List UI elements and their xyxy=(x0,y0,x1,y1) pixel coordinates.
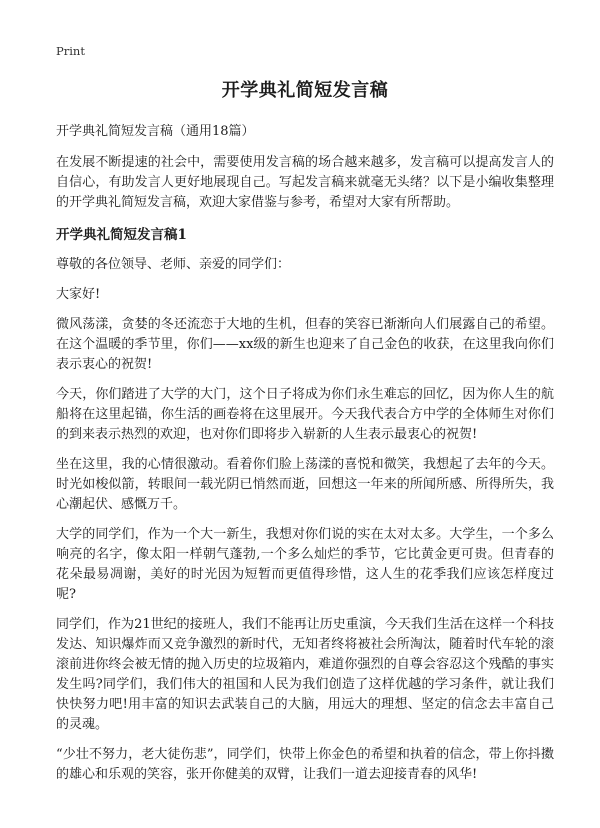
intro-paragraph: 在发展不断提速的社会中，需要使用发言稿的场合越来越多，发言稿可以提高发言人的自信心，有助发言人更好地展现自己。写起发言稿来就毫无头绪？以下是小编收集整理的开学典礼简短发言稿，欢迎大家借鉴与参考，希望对大家有所帮助。 xyxy=(56,155,554,210)
body-paragraph: “少壮不努力，老大徒伤悲”，同学们，快带上你金色的希望和执着的信念，带上你抖擞的雄心和乐观的笑容，张开你健美的双臂，让我们一道去迎接青春的风华! xyxy=(56,747,554,782)
body-paragraph: 今天，你们踏进了大学的大门，这个日子将成为你们永生难忘的回忆，因为你人生的航船将在这里起锚，你生活的画卷将在这里展开。今天我代表合方中学的全体师生对你们的到来表示热烈的欢迎，也对你们即将步入崭新的人生表示最衷心的祝贺! xyxy=(56,387,554,442)
salutation-paragraph: 尊敬的各位领导、老师、亲爱的同学们： xyxy=(56,257,291,272)
body-paragraph: 微风荡漾，贪婪的冬还流恋于大地的生机，但春的笑容已渐渐向人们展露自己的希望。在这个温暖的季节里，你们——xx级的新生也迎来了自己金色的收获，在这里我向你们表示衷心的祝贺! xyxy=(56,317,554,372)
section-heading: 开学典礼简短发言稿1 xyxy=(56,227,187,243)
body-paragraph: 大学的同学们，作为一个大一新生，我想对你们说的实在太对太多。大学生，一个多么响亮的名字，像太阳一样朝气蓬勃,一个多么灿烂的季节，它比黄金更可贵。但青春的花朵最易凋谢，美好的时光因为短暂而更值得珍惜，这人生的花季我们应该怎样度过呢? xyxy=(56,527,554,602)
print-label[interactable]: Print xyxy=(56,44,85,58)
document-subtitle: 开学典礼简短发言稿（通用18篇） xyxy=(56,124,255,139)
body-paragraph: 坐在这里，我的心情很激动。看着你们脸上荡漾的喜悦和微笑，我想起了去年的今天。时光如梭似箭，转眼间一载光阴已悄然而逝，回想这一年来的所闻所感、所得所失，我心潮起伏、感慨万千。 xyxy=(56,457,554,512)
body-paragraph: 同学们，作为21世纪的接班人，我们不能再让历史重演，今天我们生活在这样一个科技发达、知识爆炸而又竞争激烈的新时代，无知者终将被社会所淘汰，随着时代车轮的滚滚前进你终会被无情的抛入历史的垃圾箱内，难道你强烈的自尊会容忍这个残酷的事实发生吗?同学们，我们伟大的祖国和人民为我们创造了这样优越的学习条件，就让我们快快努力吧!用丰富的知识去武装自己的大脑，用远大的理想、坚定的信念去丰富自己的灵魂。 xyxy=(56,617,554,732)
document-title: 开学典礼简短发言稿 xyxy=(221,80,389,101)
greeting-paragraph: 大家好! xyxy=(56,287,101,302)
